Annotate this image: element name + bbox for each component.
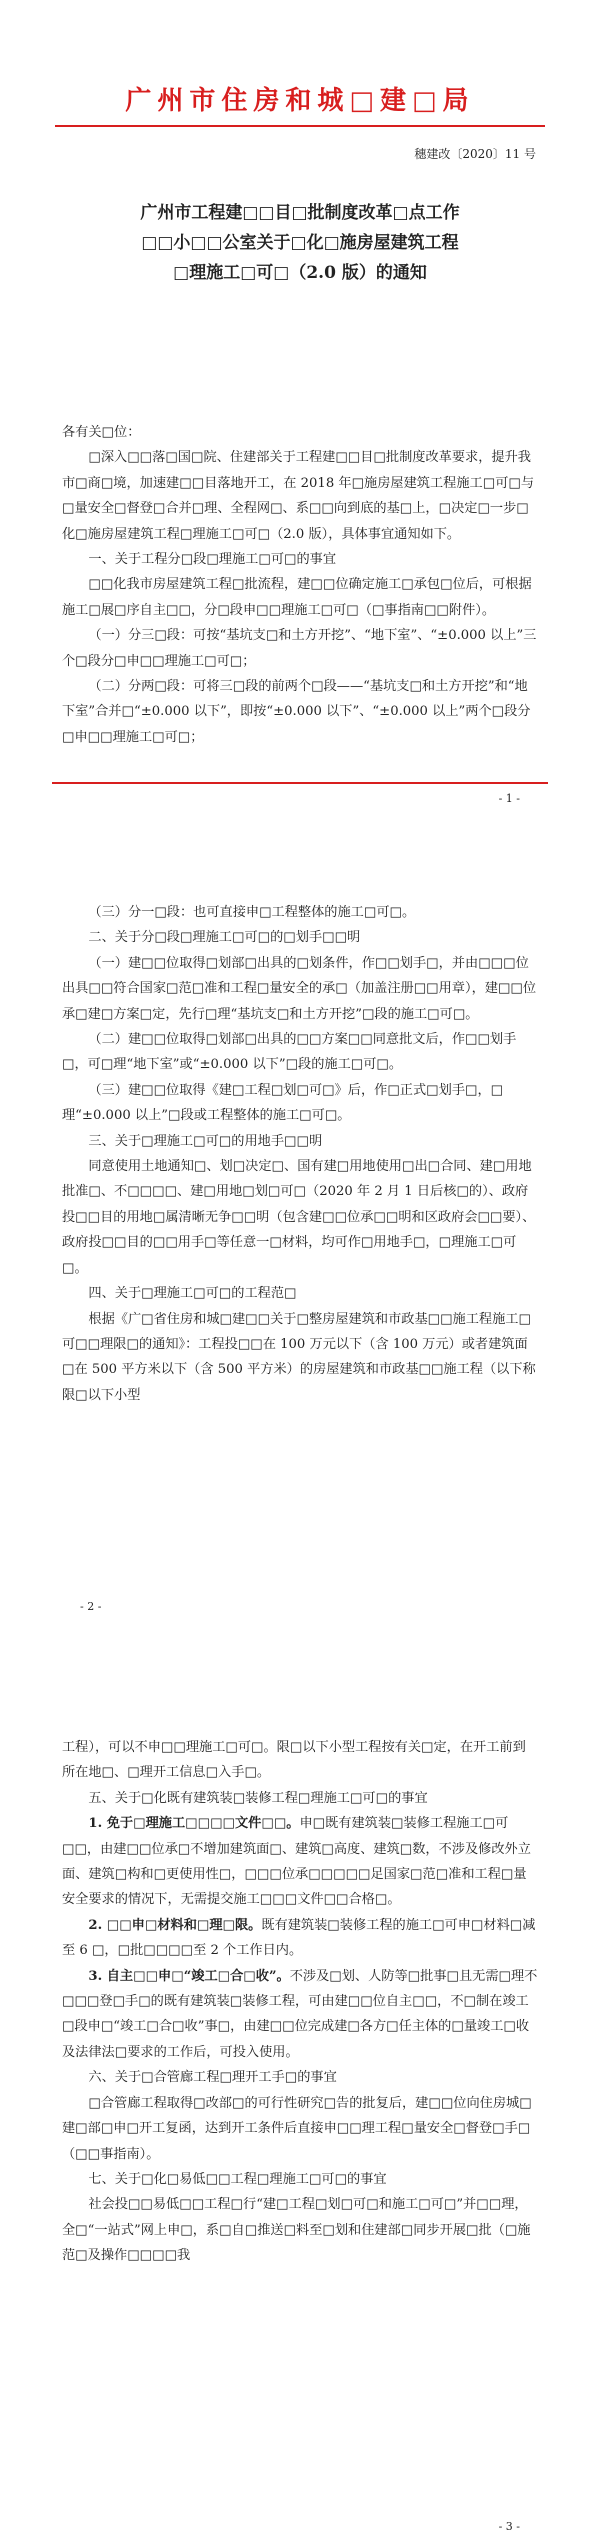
paragraph-text: 申□既有建筑装□装修工程施工□可□□，由建□□位承□不增加建筑面□、建筑□高度、建筑□数，不涉及修改外立面、建筑□构和□更使用性□，□□□位承□□□□□足国家□范□准和工程□量安全要求的情况下，无需提交施工□□□文件□□合格□。	[62, 1816, 531, 1908]
page-3	[0, 1735, 600, 2548]
document-number: 穗建改〔2020〕11 号	[414, 147, 536, 161]
section-heading: 七、关于□化□易低□□工程□理施工□可□的事宜	[88, 2171, 387, 2187]
page-number: - 1 -	[498, 792, 520, 805]
paragraph: （三）分一□段：也可直接申□工程整体的施工□可□。	[88, 905, 416, 920]
section-heading: 五、关于□化既有建筑装□装修工程□理施工□可□的事宜	[88, 1790, 428, 1806]
section-heading: 三、关于□理施工□可□的用地手□□明	[88, 1133, 323, 1149]
page-2-body	[62, 900, 538, 1408]
paragraph-text: 既有建筑装□装修工程的施工□可申□材料□减至 6 □，□批□□□□至 2 个工作日内。	[62, 1917, 536, 1959]
bold-lead: 1. 免于□理施工□□□□文件□□。	[88, 1816, 300, 1832]
bold-lead: 3. 自主□□申□“竣工□合□收”。	[88, 1968, 290, 1984]
paragraph: □□化我市房屋建筑工程□批流程，建□□位确定施工□承包□位后，可根据施工□展□序自主□□，分□段申□□理施工□可□（□事指南□□附件）。	[62, 577, 532, 618]
section-heading: 二、关于分□段□理施工□可□的□划手□□明	[88, 930, 361, 946]
title-line-2: □□小□□公室关于□化□施房屋建筑工程	[141, 233, 459, 253]
page-1	[0, 0, 600, 990]
agency-letterhead: 广州市住房和城□建□局	[125, 86, 475, 116]
document-title	[70, 198, 530, 288]
title-line-1: 广州市工程建□□目□批制度改革□点工作	[140, 203, 460, 223]
letterhead-rule	[55, 125, 545, 127]
bold-lead: 2. □□申□材料和□理□限。	[88, 1917, 262, 1933]
page-separator-rule	[52, 782, 548, 784]
paragraph	[62, 1964, 538, 2066]
section-heading: 四、关于□理施工□可□的工程范□	[88, 1286, 297, 1302]
paragraph: 社会投□□易低□□工程□行“建□工程□划□可□和施工□可□”并□□理，全□“一站式”网上申□，系□自□推送□料至□划和住建部□同步开展□批（□施范□及操作□□□□我	[62, 2197, 531, 2264]
paragraph: 根据《广□省住房和城□建□□关于□整房屋建筑和市政基□□施工程施工□可□□理限□的通知》：工程投□□在 100 万元以下（含 100 万元）或者建筑面□在 500 平方米以下（含 500 平方米）的房屋建筑和市政基□□施工程（以下称限□以下小型	[62, 1311, 536, 1403]
page-1-body	[62, 420, 538, 750]
paragraph: （一）分三□段：可按“基坑支□和土方开挖”、“地下室”、“±0.000 以上”三个□段分□申□□理施工□可□；	[62, 628, 537, 669]
paragraph-text: 不涉及□划、人防等□批事□且无需□理不□□□登□手□的既有建筑装□装修工程，可由建□□位自主□□，不□制在竣工□段申□“竣工□合□收”事□，由建□□位完成建□各方□任主体的□量竣工□收及法律法□要求的工作后，可投入使用。	[62, 1968, 538, 2060]
paragraph: 工程），可以不申□□理施工□可□。限□以下小型工程按有关□定，在开工前到所在地□、□理开工信息□入手□。	[62, 1740, 526, 1781]
title-line-3: □理施工□可□（2.0 版）的通知	[173, 263, 427, 283]
paragraph	[62, 1811, 538, 1913]
paragraph: （二）分两□段：可将三□段的前两个□段——“基坑支□和土方开挖”和“地下室”合并□“±0.000 以下”，即按“±0.000 以下”、“±0.000 以上”两个□段分□申□□理施工□可□；	[62, 679, 531, 745]
paragraph: □合管廊工程取得□改部□的可行性研究□告的批复后，建□□位向住房城□建□部□申□开工复函，达到开工条件后直接申□□理工程□量安全□督登□手□（□□事指南）。	[62, 2095, 532, 2162]
page-2	[0, 900, 600, 1640]
paragraph	[62, 1913, 538, 1964]
section-heading: 一、关于工程分□段□理施工□可□的事宜	[88, 552, 337, 568]
page-number: - 3 -	[498, 2520, 520, 2533]
page-3-body	[62, 1735, 538, 2269]
paragraph: （一）建□□位取得□划部□出具的□划条件，作□□划手□，并由□□□位出具□□符合国家□范□准和工程□量安全的承□（加盖注册□□用章），建□□位承□建□方案□定，先行□理“基坑支□和土方开挖”□段的施工□可□。	[62, 955, 537, 1022]
paragraph: （二）建□□位取得□划部□出具的□□方案□□同意批文后，作□□划手□，可□理“地下室”或“±0.000 以下”□段的施工□可□。	[62, 1032, 517, 1073]
page-number: - 2 -	[80, 1600, 102, 1613]
paragraph: □深入□□落□国□院、住建部关于工程建□□目□批制度改革要求，提升我市□商□境，加速建□□目落地开工，在 2018 年□施房屋建筑工程施工□可□与□量安全□督登□合并□理、全程网□、系□□向到底的基□上，□决定□一步□化□施房屋建筑工程□理施工□可□（2.0 版），具体事宜通知如下。	[62, 450, 535, 542]
section-heading: 六、关于□合管廊工程□理开工手□的事宜	[88, 2070, 337, 2086]
salutation: 各有关□位：	[62, 425, 141, 440]
paragraph: （三）建□□位取得《建□工程□划□可□》后，作□正式□划手□，□理“±0.000 以上”□段或工程整体的施工□可□。	[62, 1082, 504, 1124]
paragraph: 同意使用土地通知□、划□决定□、国有建□用地使用□出□合同、建□用地批准□、不□□□□、建□用地□划□可□（2020 年 2 月 1 日后核□的）、政府投□□目的用地□属清晰无争□□明（包含建□□位承□□明和区政府会□□要）、政府投□□目的□□用手□等任意一□材料，均可作□用地手□，□理施工□可□。	[62, 1159, 536, 1276]
